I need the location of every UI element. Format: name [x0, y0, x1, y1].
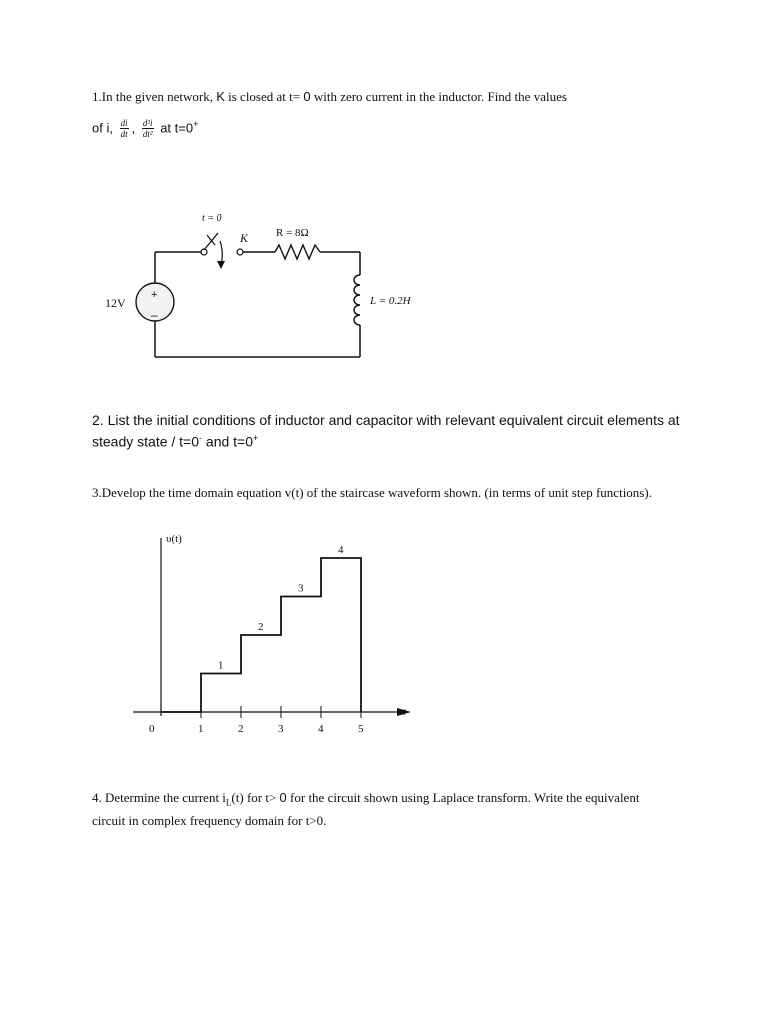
- question-4-text: [92, 789, 672, 829]
- x-tick-label-2: 2: [238, 723, 244, 735]
- rl-circuit-diagram: [90, 205, 430, 365]
- q4-text-c: for the circuit shown using Laplace transform. Write the equivalent circuit in complex frequency domain for t>0.: [92, 790, 640, 828]
- x-tick-label-1: 1: [198, 723, 204, 735]
- staircase-line: [161, 558, 361, 712]
- q2-text-a: 2. List the initial conditions of inductor and capacitor with relevant equivalent circuit elements at steady state / t=0: [92, 412, 680, 450]
- frac1-num: di: [120, 118, 128, 129]
- chart-axes: [133, 533, 411, 718]
- q1-at-t-sup: +: [193, 119, 199, 129]
- q4-zero: 0: [279, 790, 287, 805]
- question-2-text: [92, 411, 692, 451]
- switch-k-label: K: [240, 231, 249, 245]
- x-tick-group: [149, 706, 364, 735]
- switch-blade: [204, 233, 218, 250]
- q4-sub-l: L: [225, 797, 232, 808]
- question-3-text: 3.Develop the time domain equation v(t) of the staircase waveform shown. (in terms of unit step functions).: [92, 485, 652, 500]
- source-minus: –: [151, 308, 158, 322]
- q1-comma: ,: [131, 120, 136, 136]
- step-label-1: 1: [218, 659, 224, 672]
- frac2-num: d²i: [142, 118, 153, 129]
- fraction-d2i-dt2: [142, 118, 154, 139]
- q2-text-b: and t=0: [202, 433, 254, 450]
- question-1-formula: [92, 116, 692, 139]
- q1-k: K: [216, 89, 225, 104]
- x-tick-label-5: 5: [358, 723, 364, 735]
- q1-zero: 0: [303, 89, 311, 104]
- step-group: [161, 544, 361, 712]
- inductor-coil: [354, 275, 360, 325]
- q1-prefix: 1.In the given network,: [92, 89, 217, 104]
- q1-suffix: with zero current in the inductor. Find the values: [310, 89, 567, 104]
- step-label-2: 2: [258, 621, 264, 633]
- staircase-waveform-chart: [125, 528, 425, 743]
- resistor-zigzag: [275, 245, 320, 259]
- frac2-den: dt²: [142, 129, 153, 140]
- q1-mid: is closed at t=: [224, 89, 304, 104]
- q4-text-a: 4. Determine the current i: [92, 790, 226, 805]
- y-axis-label: υ(t): [166, 533, 182, 545]
- step-label-3: 3: [298, 582, 304, 595]
- switch-cross: [207, 235, 215, 245]
- q2-sup-plus: +: [253, 433, 259, 443]
- switch-time-label: t = 0: [202, 213, 222, 224]
- x-tick-label-3: 3: [278, 723, 284, 735]
- fraction-di-dt: [120, 118, 129, 139]
- switch-right-terminal: [237, 249, 243, 255]
- q1-at-t: at t=0: [160, 120, 194, 136]
- inductor-label: L = 0.2H: [370, 295, 411, 307]
- q4-text-b: (t) for t>: [231, 790, 280, 805]
- source-plus: +: [151, 289, 158, 301]
- step-label-4: 4: [338, 544, 344, 556]
- q2-sup-minus: -: [199, 433, 203, 443]
- x-axis-label: t: [403, 707, 406, 718]
- q1-of-i: of i,: [92, 120, 113, 136]
- x-tick-label-4: 4: [318, 723, 324, 735]
- source-label: 12V: [105, 296, 126, 310]
- resistor-label: R = 8Ω: [276, 227, 309, 239]
- question-1-text: [92, 88, 692, 105]
- switch-arrow-head: [217, 261, 225, 269]
- frac1-den: dt: [120, 129, 128, 140]
- x-tick-label-0: 0: [149, 723, 155, 735]
